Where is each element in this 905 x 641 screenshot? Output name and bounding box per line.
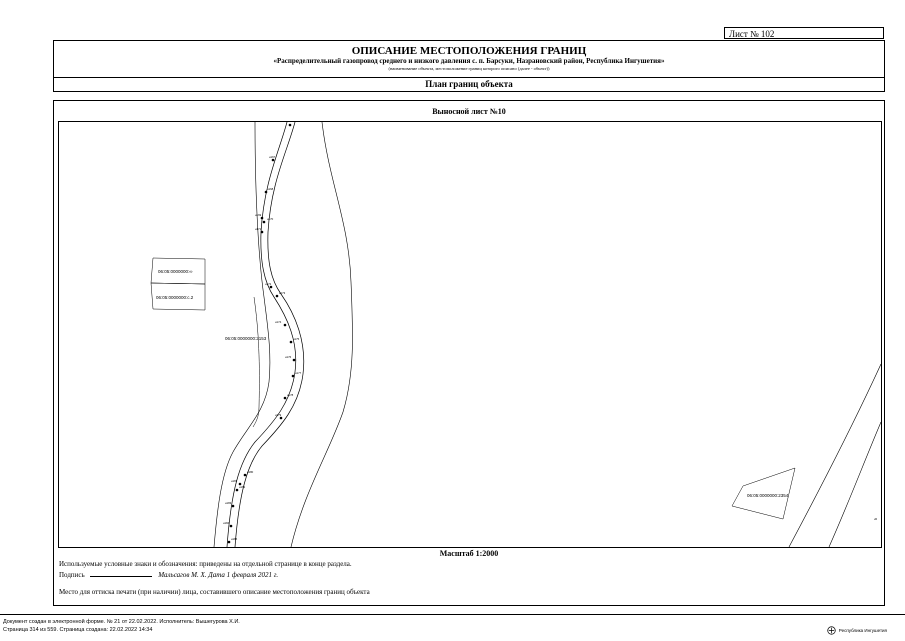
pipeline-boundary-right <box>235 122 304 547</box>
point-label: н182 <box>239 485 246 489</box>
edge-label: н5 <box>874 517 878 521</box>
parcel-label: 06:05:0000000:2354 <box>747 493 789 498</box>
footer-logo <box>827 626 887 635</box>
sheet-number: Лист № 102 <box>724 27 884 39</box>
signature-label: Подпись <box>59 571 85 579</box>
document-header <box>53 40 885 92</box>
map-title: Выносной лист №10 <box>432 107 506 116</box>
parcel-label: 06:05:0000000:∞ <box>158 269 193 274</box>
stamp-place: Место для оттиска печати (при наличии) лица, составившего описание местоположения границ объекта <box>59 588 370 596</box>
point-label: н177 <box>295 371 302 375</box>
boundary-points <box>228 124 296 544</box>
point-label: н171 <box>255 227 262 231</box>
point-labels <box>223 155 302 541</box>
header-divider <box>54 77 884 78</box>
point-label: н173 <box>279 291 286 295</box>
signature-line <box>90 570 152 577</box>
point-label: н170 <box>267 217 274 221</box>
pipeline-boundary-left <box>227 122 296 547</box>
emblem-icon <box>827 626 836 635</box>
section-title: План границ объекта <box>425 79 513 89</box>
map-drawing <box>59 122 881 547</box>
signer-name: Мальсагов М. Х. <box>158 571 207 579</box>
point-label: н180 <box>247 470 254 474</box>
point-label: н169 <box>255 213 262 217</box>
footer-line-1: Документ создан в электронной форме. № 21 от 22.02.2022. Исполнитель: Вышегурова Х.И. <box>3 619 240 625</box>
point-label: н183 <box>225 501 232 505</box>
point-label: н185 <box>231 537 238 541</box>
plan-frame <box>53 100 885 606</box>
date-label: Дата <box>208 571 225 579</box>
road-inner-edge <box>254 297 259 407</box>
map-scale: Масштаб 1:2000 <box>439 549 499 558</box>
legend-note: Используемые условные знаки и обозначения: приведены на отдельной странице в конце раздела. <box>59 560 352 568</box>
parcel-label: 06:05:0000000:2153 <box>225 336 267 341</box>
point-label: н175 <box>293 337 300 341</box>
parcel-label: 06:05:0000000:с.2 <box>156 295 194 300</box>
point-label: н168 <box>267 187 274 191</box>
object-name: «Распределительный газопровод среднего и низкого давления с. п. Барсуки, Назрановский район, Республика Ингушетия» <box>273 57 665 65</box>
document-title: ОПИСАНИЕ МЕСТОПОЛОЖЕНИЯ ГРАНИЦ <box>351 45 587 57</box>
footer-logo-text: Республика Ингушетия <box>838 628 887 633</box>
signature-row <box>59 570 278 580</box>
point-label: н178 <box>287 393 294 397</box>
road-edge-left <box>214 122 270 547</box>
point-label: н176 <box>285 355 292 359</box>
point-label: н174 <box>275 320 282 324</box>
object-note: (наименование объекта, местоположение границ которого описано (далее - объект)) <box>388 66 550 71</box>
signature-date: 1 февраля 2021 г. <box>226 571 279 579</box>
point-label: н179 <box>275 413 282 417</box>
parcel-edge-right-2 <box>829 422 881 547</box>
point-label: н172 <box>265 282 272 286</box>
page-footer <box>0 614 905 641</box>
point-label: н167 <box>269 155 276 159</box>
footer-line-2: Страница 314 из 559. Страница создана: 22.02.2022 14:34 <box>3 627 153 633</box>
boundary-map <box>58 121 882 548</box>
point-label: н181 <box>231 479 238 483</box>
point-label: н184 <box>223 521 230 525</box>
